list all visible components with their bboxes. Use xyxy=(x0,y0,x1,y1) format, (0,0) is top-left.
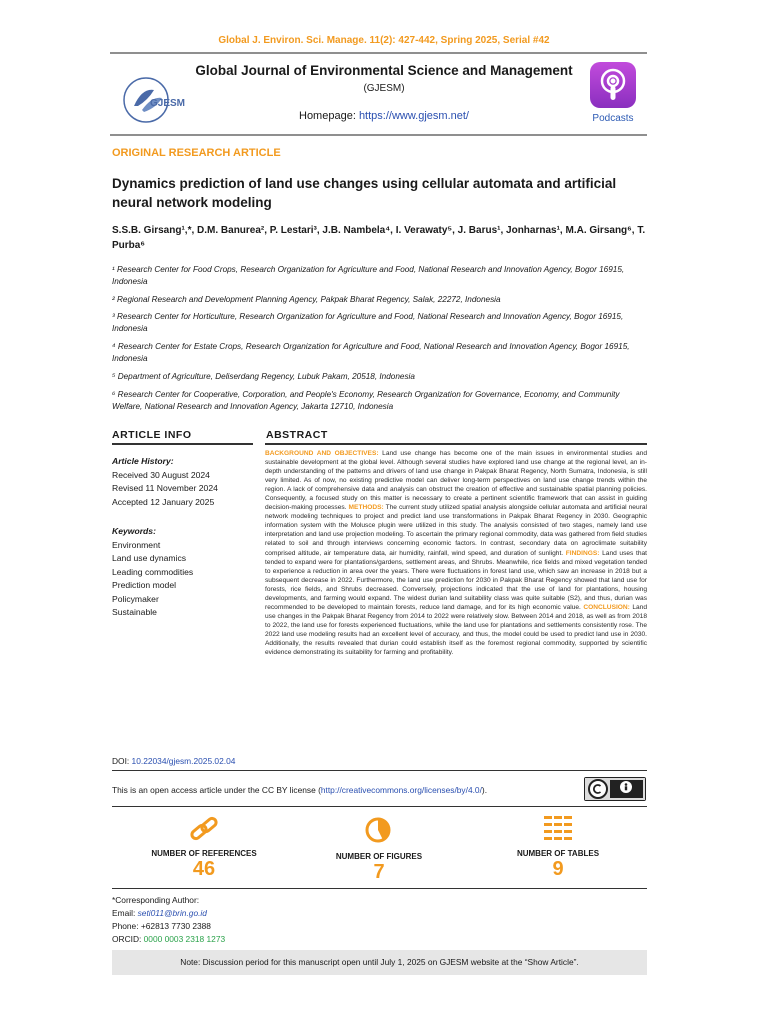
homepage-line xyxy=(0,110,768,122)
info-bottom-rule xyxy=(112,770,647,771)
license-bottom-rule xyxy=(112,806,647,807)
article-info-rule xyxy=(112,443,253,445)
keyword-item: Leading commodities xyxy=(112,566,194,577)
references-stat xyxy=(124,814,284,880)
revised-date: Revised 11 November 2024 xyxy=(112,483,218,493)
contact-orcid-line xyxy=(112,933,225,946)
history-label: Article History: xyxy=(112,456,174,466)
article-history xyxy=(112,455,257,509)
figures-count: 7 xyxy=(373,861,385,883)
keywords-block xyxy=(112,525,257,620)
doi-link[interactable]: 10.22034/gjesm.2025.02.04 xyxy=(131,756,236,766)
email-link[interactable]: seti011@brin.go.id xyxy=(137,908,207,918)
abstract-body xyxy=(265,449,647,657)
license-suffix: ). xyxy=(481,785,488,795)
pie-chart-icon xyxy=(361,814,397,844)
affiliation-2: ² Regional Research and Development Planning Agency, Pakpak Bharat Regency, Salak, 22272, Indonesia xyxy=(112,295,501,304)
figures-label: NUMBER OF FIGURES xyxy=(335,852,423,861)
doi-label: DOI: xyxy=(112,756,132,766)
contact-email-line xyxy=(112,907,225,920)
keyword-item: Land use dynamics xyxy=(112,553,187,563)
background-label: BACKGROUND AND OBJECTIVES: xyxy=(265,450,379,457)
findings-label: FINDINGS: xyxy=(565,549,600,557)
references-label: NUMBER OF REFERENCES xyxy=(151,849,257,858)
stats-bottom-rule xyxy=(112,888,647,889)
tables-label: NUMBER OF TABLES xyxy=(516,849,600,858)
license-line xyxy=(112,785,487,795)
tables-count: 9 xyxy=(552,858,564,880)
received-date: Received 30 August 2024 xyxy=(112,469,210,480)
affiliation-6: ⁶ Research Center for Cooperative, Corporation, and People's Economy, Research Organization for Governance, Economy, and Community Welfare, National Research and Innovation Agency, Jakarta 12710, Indonesia xyxy=(112,390,620,411)
article-info-heading: ARTICLE INFO xyxy=(112,429,192,441)
orcid-link[interactable]: 0000 0003 2318 1273 xyxy=(143,934,226,944)
conclusion-text: Land use changes in the Pakpak Bharat Regency from 2014 to 2022 were relatively slow. Between 2014 and 2018, as well as from 2018 to 2022, the land use for forests experienced fluctuations, while the land use for plantations and settlements consistently rose. The 2022 land use modeling results had an excellent level of accuracy, and thus, the model could be used to predict land use in 2030. Additionally, the results revealed that durian could establish itself as the foremost regional commodity, supported by scientific evidence demonstrating its suitability for farming and profitability. xyxy=(265,603,647,657)
author-list: S.S.B. Girsang¹,*, D.M. Banurea², P. Lestari³, J.B. Nambela⁴, I. Verawaty⁵, J. Barus¹, Jonharnas¹, M.A. Girsang⁶, T. Purba⁶ xyxy=(112,225,646,251)
keyword-item: Sustainable xyxy=(112,607,157,617)
affiliation-3: ³ Research Center for Horticulture, Research Organization for Agriculture and Food, National Research and Innovation Agency, Bogor 16915, Indonesia xyxy=(112,312,624,333)
references-count: 46 xyxy=(192,858,216,880)
article-type: ORIGINAL RESEARCH ARTICLE xyxy=(112,147,281,159)
header-bottom-rule xyxy=(110,134,647,136)
accepted-date: Accepted 12 January 2025 xyxy=(112,496,215,507)
affiliation-4: ⁴ Research Center for Estate Crops, Research Organization for Agriculture and Food, National Research and Innovation Agency, Bogor 16915, Indonesia xyxy=(112,342,630,363)
keyword-item: Policymaker xyxy=(112,593,159,604)
methods-text: The current study utilized spatial analysis alongside cellular automata and artificial neural network modeling techniques to project and predict land use transformations in Pakpak Bharat Regency in 2030. Geographic information system with the Molusce plugin were utilized in this study. The analysis consisted of two stages, namely land use interpretation and land use projection modeling. To ascertain the primary regional commodity, data was gathered from field studies related to soil and through interviews concerning economic factors. In contrast, secondary data on agroclimate suitability comprised altitude, air temperature data, air humidity, rainfall, wind speed, and duration of sunlight. xyxy=(265,504,647,557)
journal-abbreviation: (GJESM) xyxy=(363,83,405,94)
contact-heading: *Corresponding Author: xyxy=(112,895,200,905)
link-icon xyxy=(186,814,222,844)
podcast-icon[interactable] xyxy=(590,62,636,108)
logo-text: GJESM xyxy=(150,98,186,109)
license-prefix: This is an open access article under the CC BY license ( xyxy=(112,785,321,795)
doi-line xyxy=(112,756,235,766)
license-link[interactable]: http://creativecommons.org/licenses/by/4.0/ xyxy=(320,785,482,795)
affiliation-5: ⁵ Department of Agriculture, Deliserdang Regency, Lubuk Pakam, 20518, Indonesia xyxy=(112,372,415,381)
keyword-item: Environment xyxy=(112,539,161,550)
homepage-label: Homepage: xyxy=(299,110,359,122)
email-label: Email: xyxy=(112,908,138,918)
background-text: Land use change has become one of the main issues in environmental studies and sustainable development at the global level. Although several studies have explored land use change at the regional level, an in-depth understanding of the patterns and drivers of land use change in Pakpak Bharat Regency, North Sumatra, Indonesia, is still very limited. As of now, no existing predictive model can deliver long-term perspectives on land use change trends within the region. A lack of comprehensive data and analysis can obstruct the creation of effective and sustainable spatial planning policies. Consequently, a focused study on this matter is necessary to create a pertinent scientific framework that can assist in guiding decision-making processes. xyxy=(265,450,647,512)
article-title: Dynamics prediction of land use changes using cellular automata and artificial neural network modeling xyxy=(112,176,617,210)
findings-text: Land uses that tended to expand were for plantations/gardens, settlement areas, and Shrubs. Meanwhile, rice fields and mixed vegetation tended to experience a reduction in area over the years. There were fluctuations in forest land use, which saw an increase in 2018 but a subsequent decrease in 2022. Furthermore, the land use prediction for 2030 in Pakpak Bharat Regency showed that land use for forests, rice fields, and Shrubs decreased. Conversely, projections indicated that the use of land for plantations, housing developments, and farming would expand. The widest durian land suitability class was quite suitable (S2), and thus, durian was recommended to be developed to maintain forests, reduce land damage, and for its high economic value. xyxy=(265,549,647,611)
abstract-heading: ABSTRACT xyxy=(266,429,328,441)
corresponding-author xyxy=(112,894,225,946)
podcast-label[interactable]: Podcasts xyxy=(592,113,634,124)
discussion-note: Note: Discussion period for this manuscript open until July 1, 2025 on GJESM website at the “Show Article”. xyxy=(112,950,647,975)
homepage-link[interactable]: https://www.gjesm.net/ xyxy=(358,110,469,122)
keywords-label: Keywords: xyxy=(112,526,156,536)
journal-title: Global Journal of Environmental Science and Management xyxy=(195,63,573,78)
conclusion-label: CONCLUSION: xyxy=(583,603,630,611)
methods-label: METHODS: xyxy=(348,504,384,512)
table-icon xyxy=(540,814,576,844)
orcid-label: ORCID: xyxy=(112,934,144,944)
figures-stat xyxy=(299,814,459,883)
contact-phone: Phone: +62813 7730 2388 xyxy=(112,921,211,931)
header-top-rule xyxy=(110,52,647,54)
keyword-item: Prediction model xyxy=(112,580,177,590)
cc-by-badge-icon[interactable] xyxy=(584,777,646,801)
journal-citation: Global J. Environ. Sci. Manage. 11(2): 427-442, Spring 2025, Serial #42 xyxy=(218,35,550,46)
affiliation-1: ¹ Research Center for Food Crops, Research Organization for Agriculture and Food, National Research and Innovation Agency, Bogor 16915, Indonesia xyxy=(112,265,625,286)
tables-stat xyxy=(478,814,638,880)
abstract-rule xyxy=(265,443,647,445)
